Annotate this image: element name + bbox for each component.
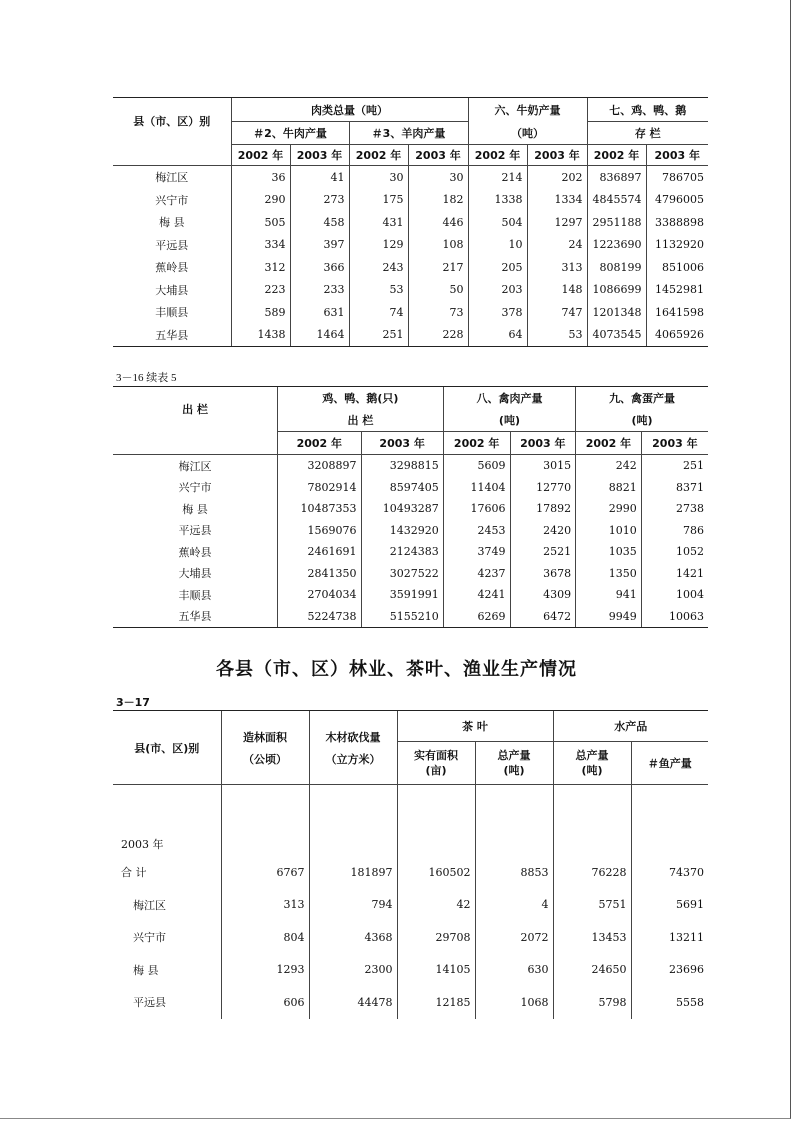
cell-value: 8821 bbox=[576, 477, 642, 499]
row-name: 兴宁市 bbox=[178, 481, 212, 495]
cell-value: 251 bbox=[641, 455, 708, 477]
cell-value: 4796005 bbox=[646, 189, 708, 212]
year-header: 2002 年 bbox=[576, 432, 642, 455]
cell-value: 74370 bbox=[631, 856, 708, 889]
cell-value: 505 bbox=[231, 211, 290, 234]
year-header: 2003 年 bbox=[361, 432, 443, 455]
cell-value: 4241 bbox=[443, 584, 510, 606]
cell-value: 2951188 bbox=[587, 211, 646, 234]
year-header: 2003 年 bbox=[510, 432, 576, 455]
cell-value: 504 bbox=[468, 211, 527, 234]
row-name: 大埔县 bbox=[155, 283, 189, 297]
cell-value: 44478 bbox=[309, 986, 397, 1019]
cell-value: 30 bbox=[408, 166, 468, 189]
cell-value: 12770 bbox=[510, 477, 576, 499]
cell-value: 9949 bbox=[576, 606, 642, 628]
cell-value: 214 bbox=[468, 166, 527, 189]
group-header: 九、禽蛋产量 bbox=[576, 387, 708, 410]
cell-value: 589 bbox=[231, 301, 290, 324]
row-name: 梅 县 bbox=[159, 216, 185, 230]
table-row bbox=[113, 498, 708, 520]
cell-value: 941 bbox=[576, 584, 642, 606]
cell-value: 3208897 bbox=[278, 455, 361, 477]
cell-value: 4 bbox=[475, 889, 553, 922]
cell-value: 4065926 bbox=[646, 324, 708, 347]
cell-value: 53 bbox=[349, 279, 408, 302]
cell-value: 10493287 bbox=[361, 498, 443, 520]
cell-value: 12185 bbox=[397, 986, 475, 1019]
cell-value: 3298815 bbox=[361, 455, 443, 477]
cell-value: 631 bbox=[290, 301, 349, 324]
cell-value: 4845574 bbox=[587, 189, 646, 212]
cell-value: 1035 bbox=[576, 541, 642, 563]
table-row bbox=[113, 541, 708, 563]
cell-value: 2841350 bbox=[278, 563, 361, 585]
group-header: 八、禽肉产量 bbox=[443, 387, 575, 410]
cell-value: 1010 bbox=[576, 520, 642, 542]
cell-value: 202 bbox=[527, 166, 587, 189]
group-header: 鸡、鸭、鹅(只) bbox=[278, 387, 444, 410]
table-row bbox=[113, 189, 708, 212]
cell-value: 148 bbox=[527, 279, 587, 302]
table-row bbox=[113, 563, 708, 585]
tea-group-header: 茶 叶 bbox=[397, 711, 553, 742]
cell-value: 1350 bbox=[576, 563, 642, 585]
cell-value: 53 bbox=[527, 324, 587, 347]
group-header: 六、牛奶产量 bbox=[468, 98, 587, 122]
cell-value: 4073545 bbox=[587, 324, 646, 347]
cell-value: 42 bbox=[397, 889, 475, 922]
cell-value: 378 bbox=[468, 301, 527, 324]
cell-value: 251 bbox=[349, 324, 408, 347]
cell-value: 7802914 bbox=[278, 477, 361, 499]
cell-value: 8853 bbox=[475, 856, 553, 889]
cell-value: 175 bbox=[349, 189, 408, 212]
year-header: 2003 年 bbox=[408, 145, 468, 166]
cell-value: 786705 bbox=[646, 166, 708, 189]
cell-value: 14105 bbox=[397, 954, 475, 987]
row-name: 蕉岭县 bbox=[178, 545, 212, 559]
table-row bbox=[113, 256, 708, 279]
livestock-table-1 bbox=[113, 97, 708, 347]
year-header: 2003 年 bbox=[290, 145, 349, 166]
cell-value: 458 bbox=[290, 211, 349, 234]
cell-value: 794 bbox=[309, 889, 397, 922]
sub-header: ＃2、牛肉产量 bbox=[231, 122, 349, 145]
cell-value: 8371 bbox=[641, 477, 708, 499]
cell-value: 334 bbox=[231, 234, 290, 257]
cell-value: 1004 bbox=[641, 584, 708, 606]
cell-value: 203 bbox=[468, 279, 527, 302]
cell-value: 2521 bbox=[510, 541, 576, 563]
row-name: 梅江区 bbox=[178, 459, 212, 473]
cell-value: 446 bbox=[408, 211, 468, 234]
row-name: 梅 县 bbox=[133, 963, 159, 977]
row-name: 丰顺县 bbox=[178, 588, 212, 602]
cell-value: 6269 bbox=[443, 606, 510, 628]
section-title: 各县（市、区）林业、茶叶、渔业生产情况 bbox=[216, 659, 577, 680]
cell-value: 6767 bbox=[221, 856, 309, 889]
year-header: 2002 年 bbox=[587, 145, 646, 166]
group-header: 肉类总量（吨） bbox=[231, 98, 468, 122]
cell-value: 1086699 bbox=[587, 279, 646, 302]
cell-value: 5691 bbox=[631, 889, 708, 922]
cell-value: 64 bbox=[468, 324, 527, 347]
cell-value: 3027522 bbox=[361, 563, 443, 585]
cell-value: 1438 bbox=[231, 324, 290, 347]
cell-value: 1432920 bbox=[361, 520, 443, 542]
cell-value: 273 bbox=[290, 189, 349, 212]
cell-value: 217 bbox=[408, 256, 468, 279]
cell-value: 108 bbox=[408, 234, 468, 257]
cell-value: 10 bbox=[468, 234, 527, 257]
cell-value: 30 bbox=[349, 166, 408, 189]
table-row bbox=[113, 301, 708, 324]
cell-value: 24 bbox=[527, 234, 587, 257]
cell-value: 851006 bbox=[646, 256, 708, 279]
cell-value: 836897 bbox=[587, 166, 646, 189]
row-name: 蕉岭县 bbox=[155, 261, 189, 275]
cell-value: 1338 bbox=[468, 189, 527, 212]
cell-value: 397 bbox=[290, 234, 349, 257]
table-row bbox=[113, 234, 708, 257]
cell-value: 290 bbox=[231, 189, 290, 212]
cell-value: 10063 bbox=[641, 606, 708, 628]
cell-value: 431 bbox=[349, 211, 408, 234]
table-label: 3－16 续表 5 bbox=[116, 372, 177, 384]
cell-value: 2453 bbox=[443, 520, 510, 542]
table-row bbox=[113, 166, 708, 189]
cell-value: 11404 bbox=[443, 477, 510, 499]
afforest-unit: （公顷） bbox=[243, 752, 287, 766]
afforest-label: 造林面积 bbox=[243, 730, 287, 744]
cell-value: 1223690 bbox=[587, 234, 646, 257]
cell-value: 10487353 bbox=[278, 498, 361, 520]
cell-value: 2990 bbox=[576, 498, 642, 520]
cell-value: 4368 bbox=[309, 921, 397, 954]
cell-value: 2738 bbox=[641, 498, 708, 520]
row-name: 梅江区 bbox=[155, 171, 189, 185]
cell-value: 1569076 bbox=[278, 520, 361, 542]
cell-value: 5224738 bbox=[278, 606, 361, 628]
cell-value: 5558 bbox=[631, 986, 708, 1019]
row-header: 县(市、区)别 bbox=[113, 711, 221, 785]
year-header: 2002 年 bbox=[231, 145, 290, 166]
cell-value: 1201348 bbox=[587, 301, 646, 324]
cell-value: 804 bbox=[221, 921, 309, 954]
cell-value: 6472 bbox=[510, 606, 576, 628]
cell-value: 5609 bbox=[443, 455, 510, 477]
tea-area-header bbox=[397, 742, 475, 785]
cell-value: 313 bbox=[221, 889, 309, 922]
row-name: 兴宁市 bbox=[155, 193, 189, 207]
tea-output-unit: (吨) bbox=[503, 764, 525, 777]
cell-value: 747 bbox=[527, 301, 587, 324]
sub-header: 出 栏 bbox=[278, 409, 444, 432]
row-header: 县（市、区）别 bbox=[113, 98, 231, 145]
cell-value: 17606 bbox=[443, 498, 510, 520]
cell-value: 243 bbox=[349, 256, 408, 279]
cell-value: 3591991 bbox=[361, 584, 443, 606]
row-name: 大埔县 bbox=[178, 567, 212, 581]
table-row bbox=[113, 856, 708, 889]
row-name: 五华县 bbox=[113, 324, 231, 347]
table-row bbox=[113, 954, 708, 987]
cell-value: 2300 bbox=[309, 954, 397, 987]
sub-header: （吨） bbox=[468, 122, 587, 145]
cell-value: 313 bbox=[527, 256, 587, 279]
cell-value: 233 bbox=[290, 279, 349, 302]
cell-value: 17892 bbox=[510, 498, 576, 520]
cell-value: 74 bbox=[349, 301, 408, 324]
table-row bbox=[113, 889, 708, 922]
cell-value: 242 bbox=[576, 455, 642, 477]
cell-value: 3749 bbox=[443, 541, 510, 563]
cell-value: 29708 bbox=[397, 921, 475, 954]
cell-value: 3015 bbox=[510, 455, 576, 477]
cell-value: 24650 bbox=[553, 954, 631, 987]
table-row bbox=[113, 455, 708, 477]
cell-value: 182 bbox=[408, 189, 468, 212]
livestock-table-2 bbox=[113, 386, 708, 628]
table-row bbox=[113, 986, 708, 1019]
cell-value: 205 bbox=[468, 256, 527, 279]
group-header: 七、鸡、鸭、鹅 bbox=[587, 98, 708, 122]
cell-value: 160502 bbox=[397, 856, 475, 889]
cell-value: 1421 bbox=[641, 563, 708, 585]
cell-value: 808199 bbox=[587, 256, 646, 279]
year-header: 2003 年 bbox=[646, 145, 708, 166]
table-row bbox=[113, 584, 708, 606]
cell-value: 5798 bbox=[553, 986, 631, 1019]
cell-value: 4237 bbox=[443, 563, 510, 585]
tea-output-label: 总产量 bbox=[497, 749, 531, 762]
afforest-header bbox=[221, 711, 309, 785]
cell-value: 1068 bbox=[475, 986, 553, 1019]
cell-value: 312 bbox=[231, 256, 290, 279]
row-name: 梅 县 bbox=[182, 502, 208, 516]
sub-header: (吨) bbox=[576, 409, 708, 432]
year-header: 2003 年 bbox=[641, 432, 708, 455]
cell-value: 1452981 bbox=[646, 279, 708, 302]
cell-value: 1052 bbox=[641, 541, 708, 563]
cell-value: 630 bbox=[475, 954, 553, 987]
sub-header: ＃3、羊肉产量 bbox=[349, 122, 468, 145]
timber-header bbox=[309, 711, 397, 785]
table-row bbox=[113, 921, 708, 954]
forestry-tea-fishery-table bbox=[113, 710, 708, 1019]
tea-area-unit: (亩) bbox=[425, 764, 447, 777]
cell-value: 36 bbox=[231, 166, 290, 189]
row-name: 兴宁市 bbox=[133, 931, 166, 945]
aquatic-output-label: 总产量 bbox=[575, 749, 609, 762]
cell-value: 786 bbox=[641, 520, 708, 542]
cell-value: 3388898 bbox=[646, 211, 708, 234]
sub-header: 存 栏 bbox=[587, 122, 708, 145]
table-row bbox=[113, 211, 708, 234]
cell-value: 5155210 bbox=[361, 606, 443, 628]
year-header: 2002 年 bbox=[443, 432, 510, 455]
row-name: 平远县 bbox=[133, 996, 166, 1010]
row-name: 梅江区 bbox=[133, 898, 166, 912]
cell-value: 50 bbox=[408, 279, 468, 302]
cell-value: 223 bbox=[231, 279, 290, 302]
table-row bbox=[113, 606, 708, 628]
cell-value: 366 bbox=[290, 256, 349, 279]
cell-value: 73 bbox=[408, 301, 468, 324]
cell-value: 2461691 bbox=[278, 541, 361, 563]
year-header: 2002 年 bbox=[349, 145, 408, 166]
row-name: 合 计 bbox=[121, 866, 147, 880]
table-row bbox=[113, 279, 708, 302]
cell-value: 1297 bbox=[527, 211, 587, 234]
tea-output-header bbox=[475, 742, 553, 785]
aquatic-group-header: 水产品 bbox=[553, 711, 708, 742]
year-header: 2002 年 bbox=[278, 432, 361, 455]
cell-value: 8597405 bbox=[361, 477, 443, 499]
timber-unit: （立方米） bbox=[325, 752, 381, 766]
cell-value: 2072 bbox=[475, 921, 553, 954]
fish-output-header: ＃鱼产量 bbox=[631, 742, 708, 785]
timber-label: 木材砍伐量 bbox=[325, 730, 381, 744]
aquatic-output-unit: (吨) bbox=[581, 764, 603, 777]
cell-value: 1132920 bbox=[646, 234, 708, 257]
table-row bbox=[113, 520, 708, 542]
year-header: 2003 年 bbox=[527, 145, 587, 166]
sub-header: (吨) bbox=[443, 409, 575, 432]
cell-value: 13453 bbox=[553, 921, 631, 954]
cell-value: 606 bbox=[221, 986, 309, 1019]
row-name: 五华县 bbox=[113, 606, 278, 628]
cell-value: 1641598 bbox=[646, 301, 708, 324]
cell-value: 2124383 bbox=[361, 541, 443, 563]
row-name: 平远县 bbox=[155, 238, 189, 252]
table-row bbox=[113, 324, 708, 347]
cell-value: 2704034 bbox=[278, 584, 361, 606]
cell-value: 228 bbox=[408, 324, 468, 347]
cell-value: 76228 bbox=[553, 856, 631, 889]
aquatic-output-header bbox=[553, 742, 631, 785]
table-row bbox=[113, 477, 708, 499]
year-header: 2002 年 bbox=[468, 145, 527, 166]
tea-area-label: 实有面积 bbox=[414, 749, 458, 762]
cell-value: 13211 bbox=[631, 921, 708, 954]
cell-value: 1334 bbox=[527, 189, 587, 212]
row-name: 丰顺县 bbox=[155, 306, 189, 320]
year-label: 2003 年 bbox=[121, 837, 164, 851]
row-name: 平远县 bbox=[178, 524, 212, 538]
table-label: 3－17 bbox=[116, 696, 150, 709]
cell-value: 23696 bbox=[631, 954, 708, 987]
row-header: 出 栏 bbox=[113, 387, 278, 432]
cell-value: 2420 bbox=[510, 520, 576, 542]
cell-value: 181897 bbox=[309, 856, 397, 889]
cell-value: 129 bbox=[349, 234, 408, 257]
cell-value: 5751 bbox=[553, 889, 631, 922]
cell-value: 3678 bbox=[510, 563, 576, 585]
cell-value: 4309 bbox=[510, 584, 576, 606]
cell-value: 1464 bbox=[290, 324, 349, 347]
cell-value: 41 bbox=[290, 166, 349, 189]
cell-value: 1293 bbox=[221, 954, 309, 987]
